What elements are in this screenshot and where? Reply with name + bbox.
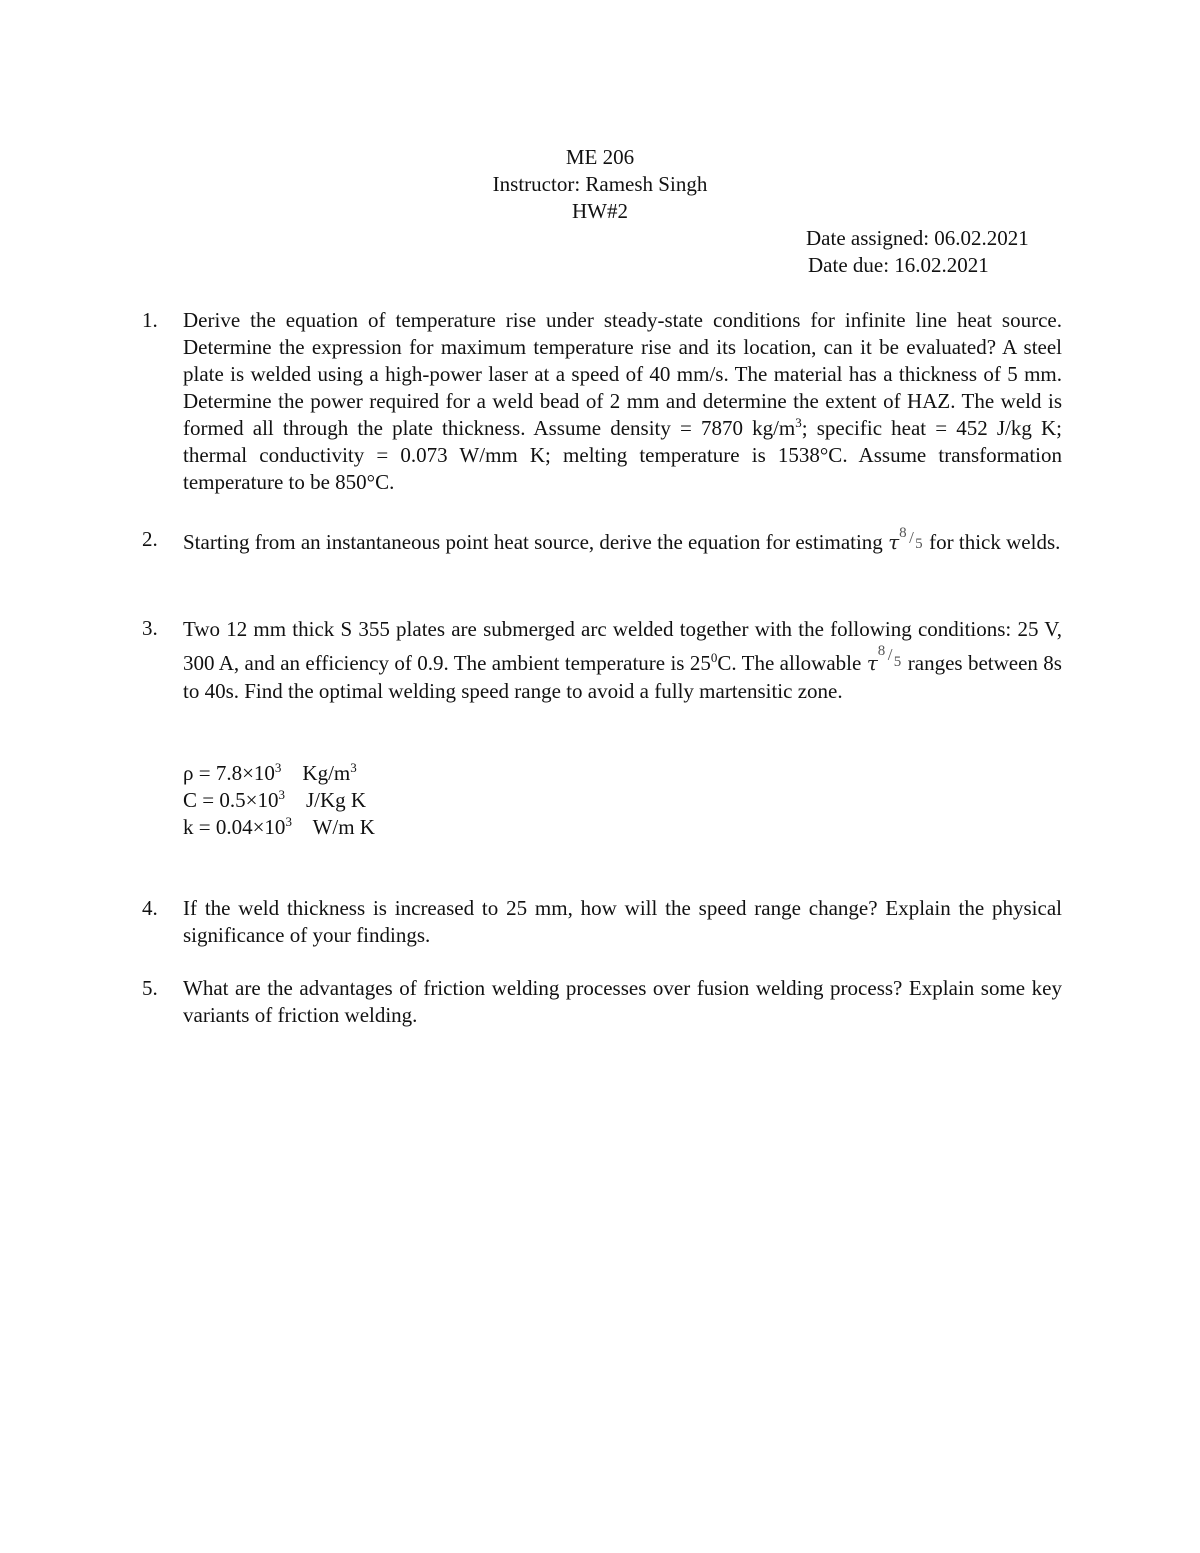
superscript: 3 xyxy=(795,415,802,430)
instructor-name: Instructor: Ramesh Singh xyxy=(492,172,708,196)
property-unit: Kg/m xyxy=(302,761,351,785)
property-value: ρ = 7.8×10 xyxy=(183,761,275,785)
question-2 xyxy=(142,526,1062,586)
question-text-part: Starting from an instantaneous point heat source, derive the equation for estimating xyxy=(183,530,889,554)
question-text xyxy=(183,307,1062,496)
question-text xyxy=(183,615,1062,705)
exponent: 3 xyxy=(278,787,285,802)
property-value: k = 0.04×10 xyxy=(183,815,286,839)
property-row xyxy=(183,760,375,787)
dates-block xyxy=(806,225,1029,279)
tau-symbol: τ xyxy=(866,651,878,675)
unit-exponent: 3 xyxy=(350,760,357,775)
superscript: 0 xyxy=(710,650,718,665)
question-text xyxy=(183,522,1062,560)
question-1 xyxy=(142,307,1062,497)
question-number: 4. xyxy=(142,896,158,920)
homework-title: HW#2 xyxy=(572,199,628,223)
question-text-part: Derive the equation of temperature rise under steady-state conditions for infinite line heat source. Determine the expression for maximum temperature rise and its location, can it be evaluated? A steel plate is welded using a high-power laser at a speed of 40 mm/s. The material has a thickness of 5 mm. Determine the power required for a weld bead of 2 mm and determine the extent of HAZ. The weld is formed all through the plate thickness. Assume density = 7870 kg/m xyxy=(183,308,1062,440)
fraction-denominator: 5 xyxy=(915,536,923,552)
material-properties xyxy=(183,760,375,841)
fraction-numerator: 8 xyxy=(899,525,907,541)
question-number: 1. xyxy=(142,308,158,332)
question-number: 3. xyxy=(142,616,158,640)
fraction-slash: / xyxy=(887,645,893,664)
question-3 xyxy=(142,615,1062,735)
question-text xyxy=(183,975,1062,1029)
course-code: ME 206 xyxy=(565,145,635,169)
fraction-slash: / xyxy=(909,528,914,547)
property-value: C = 0.5×10 xyxy=(183,788,279,812)
property-unit: W/m K xyxy=(312,815,375,839)
fraction-numerator: 8 xyxy=(877,643,886,659)
property-unit: J/Kg K xyxy=(305,788,367,812)
question-number: 5. xyxy=(142,976,158,1000)
question-number: 2. xyxy=(142,527,158,551)
exponent: 3 xyxy=(285,814,292,829)
question-text-part: for thick welds. xyxy=(929,530,1061,554)
question-text-part: ; specific heat = 452 J/kg K; thermal conductivity = 0.073 W/mm K; melting temperature is 1538°C. Assume transformation temperature to be 850°C. xyxy=(183,416,1062,494)
property-row xyxy=(183,787,375,814)
property-row xyxy=(183,814,375,841)
fraction-8-5 xyxy=(878,643,908,670)
question-text-part: ranges between 8s to 40s. Find the optimal welding speed range to avoid a fully martensitic zone. xyxy=(183,651,1062,703)
date-due: Date due: 16.02.2021 xyxy=(808,253,989,277)
document-header xyxy=(0,144,1200,225)
question-4 xyxy=(142,895,1062,955)
date-assigned: Date assigned: 06.02.2021 xyxy=(806,226,1029,250)
question-text-part: Two 12 mm thick S 355 plates are submerged arc welded together with the following conditions: 25 V, 300 A, and an efficiency of 0.9. The ambient temperature is 25 xyxy=(183,617,1062,675)
question-text xyxy=(183,895,1062,949)
exponent: 3 xyxy=(274,760,282,775)
question-text-part: What are the advantages of friction welding processes over fusion welding process? Explain some key variants of friction welding. xyxy=(183,976,1062,1027)
question-text-part: If the weld thickness is increased to 25 mm, how will the speed range change? Explain the physical significance of your findings. xyxy=(183,896,1062,947)
fraction-denominator: 5 xyxy=(893,654,902,670)
question-5 xyxy=(142,975,1062,1035)
question-text-part: C. The allowable xyxy=(717,651,867,675)
fraction-8-5 xyxy=(899,522,929,552)
tau-symbol: τ xyxy=(888,530,900,554)
